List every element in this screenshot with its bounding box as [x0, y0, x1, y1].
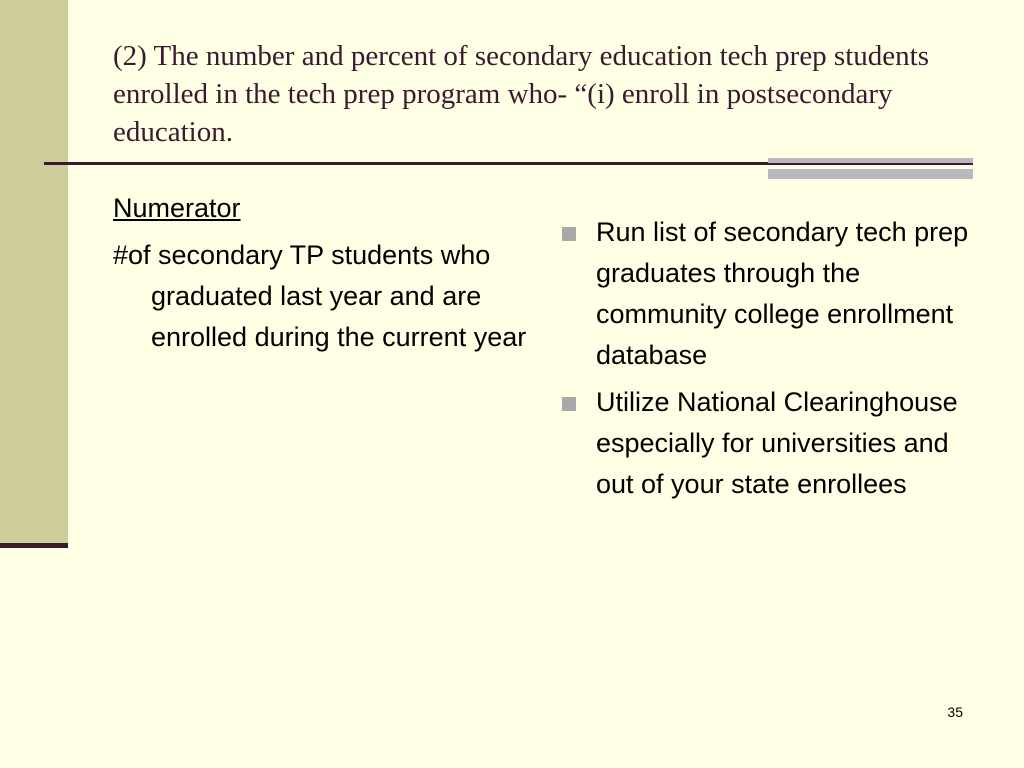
- bullet-item: [560, 382, 980, 505]
- numerator-description: #of secondary TP students who graduated last year and are enrolled during the current year: [113, 240, 527, 352]
- right-column: [560, 212, 980, 511]
- bullet-text: Run list of secondary tech prep graduates through the community college enrollment database: [596, 217, 969, 370]
- numerator-heading: Numerator: [113, 193, 241, 223]
- slide-title: (2) The number and percent of secondary education tech prep students enrolled in the tech prep program who- “(i) enroll in postsecondary education.: [113, 40, 929, 148]
- accent-bars: [768, 158, 973, 179]
- square-bullet-icon: [562, 227, 576, 241]
- accent-bar-top: [768, 158, 973, 163]
- bullet-item: [560, 212, 980, 376]
- accent-bar-bottom: [768, 169, 973, 179]
- square-bullet-icon: [562, 397, 576, 411]
- page-number: 35: [947, 704, 963, 720]
- left-column: [113, 188, 533, 358]
- left-bar-underline: [0, 543, 68, 548]
- left-decorative-bar: [0, 0, 68, 544]
- bullet-text: Utilize National Clearinghouse especially for universities and out of your state enrollees: [596, 387, 958, 499]
